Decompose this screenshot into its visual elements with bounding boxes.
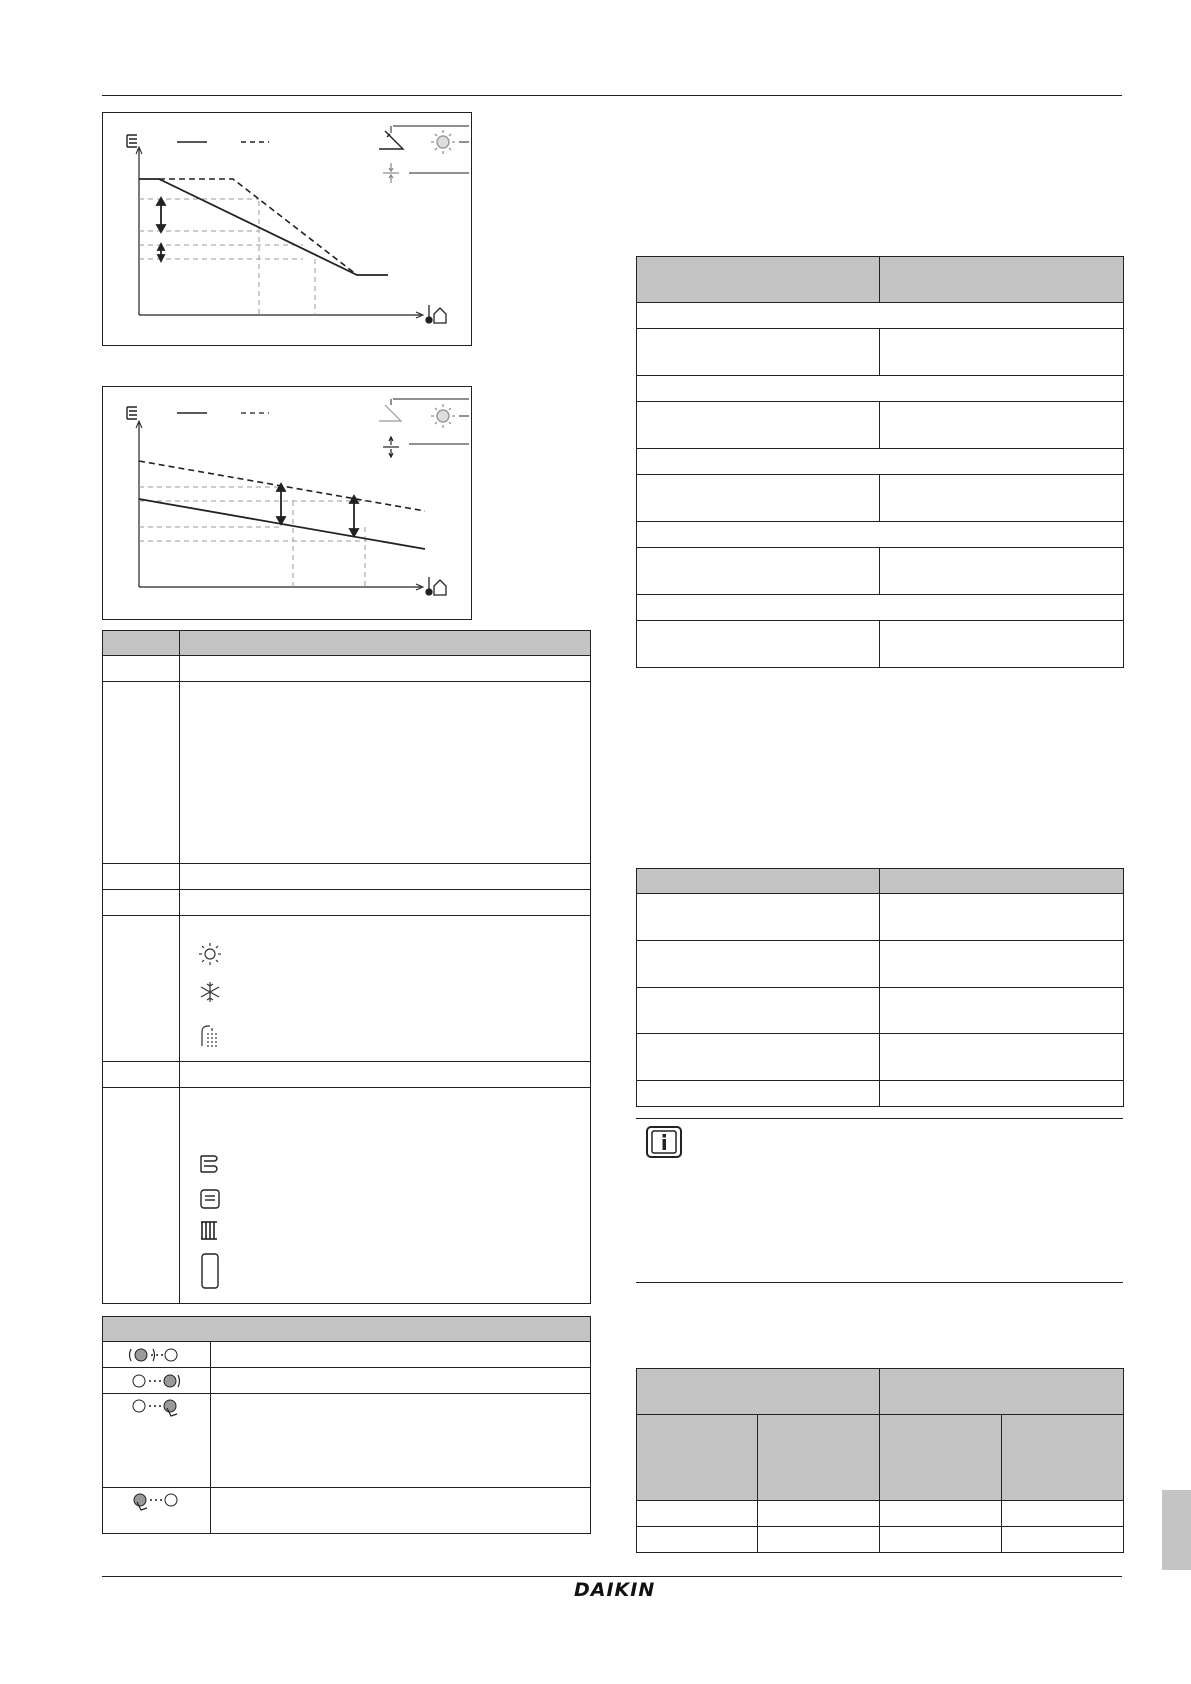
slope-icon <box>379 131 403 149</box>
table-band-row <box>637 522 1124 548</box>
table-row <box>637 988 1124 1034</box>
info-rule-bottom <box>636 1282 1123 1283</box>
diagram-1 <box>102 112 472 346</box>
table-row <box>103 1488 591 1534</box>
table-band-row <box>637 449 1124 475</box>
table-row <box>103 1342 591 1368</box>
table-row <box>103 864 591 890</box>
table-header-row <box>637 257 1124 303</box>
left-table-1 <box>102 630 591 1304</box>
table-row <box>637 1527 1124 1553</box>
table-row <box>103 1368 591 1394</box>
table-row <box>637 941 1124 988</box>
emitter-icons <box>194 1088 234 1304</box>
circle-active-left-icon <box>103 1343 211 1367</box>
table-row <box>637 894 1124 941</box>
table-row <box>637 1501 1124 1527</box>
table-band-row <box>637 303 1124 329</box>
diagram-2 <box>102 386 472 620</box>
table-row <box>103 656 591 682</box>
heating-sun-icon <box>199 943 221 965</box>
circle-active-right-icon <box>103 1369 211 1393</box>
table-band-row <box>637 595 1124 621</box>
table-band-row <box>637 376 1124 402</box>
heating-sun-icon <box>431 404 455 428</box>
table-row <box>637 1034 1124 1081</box>
circle-touch-right-icon <box>103 1394 211 1418</box>
footer-rule <box>102 1576 1122 1577</box>
offset-icon <box>383 437 399 457</box>
shower-tank-icon <box>202 1026 217 1047</box>
right-table-3 <box>636 1368 1124 1553</box>
header-rule <box>102 95 1122 96</box>
table-row <box>637 475 1124 522</box>
info-rule-top <box>636 1118 1123 1119</box>
tank-icon <box>202 1254 218 1288</box>
diagram-1-graphic <box>103 113 471 345</box>
underfloor-heating-icon <box>127 407 137 419</box>
table-row <box>103 1394 591 1488</box>
slope-icon <box>379 405 401 421</box>
right-table-2 <box>636 868 1124 1107</box>
diagram-2-graphic <box>103 387 471 619</box>
table-header-row <box>103 631 591 656</box>
radiator-icon <box>201 1222 217 1239</box>
table-header-row <box>637 1369 1124 1415</box>
table-row <box>103 682 591 864</box>
thermometer-house-icon <box>426 577 446 595</box>
brand-logo: DAIKIN <box>574 1579 656 1601</box>
heating-sun-icon <box>431 130 455 154</box>
underfloor-heating-icon <box>127 135 137 147</box>
table-row <box>637 402 1124 449</box>
table-row <box>637 621 1124 668</box>
chapter-side-tab <box>1162 1490 1191 1570</box>
left-table-2 <box>102 1316 591 1534</box>
table-subheader-row <box>637 1415 1124 1501</box>
fan-coil-icon <box>201 1190 219 1208</box>
table-row <box>103 1088 591 1304</box>
table-row <box>103 890 591 916</box>
circle-touch-left-icon <box>103 1488 211 1512</box>
table-row <box>637 548 1124 595</box>
offset-icon <box>383 163 399 183</box>
mode-icons <box>194 916 234 1062</box>
table-row <box>103 1062 591 1088</box>
thermometer-house-icon <box>426 305 446 323</box>
cooling-snowflake-icon <box>201 982 219 1002</box>
table-row <box>637 1081 1124 1107</box>
table-header-row <box>103 1317 591 1342</box>
table-header-row <box>637 869 1124 894</box>
table-row <box>103 916 591 1062</box>
info-icon <box>646 1126 682 1158</box>
right-table-1 <box>636 256 1124 668</box>
underfloor-heating-icon <box>201 1156 217 1172</box>
table-row <box>637 329 1124 376</box>
